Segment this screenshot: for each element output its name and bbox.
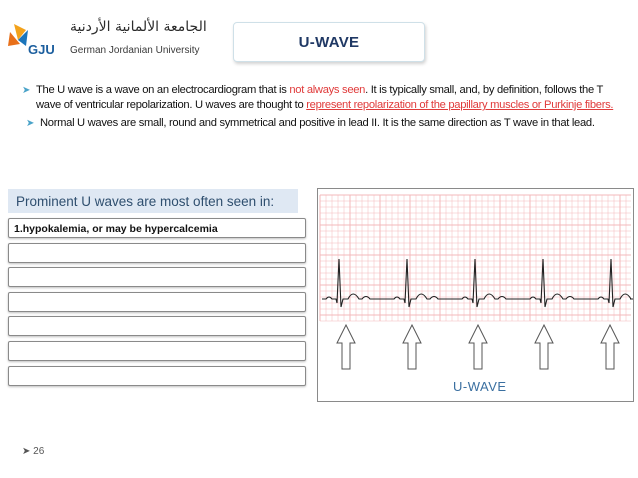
up-arrow-icon: [337, 325, 355, 369]
bullet-normal-u-waves: [26, 116, 622, 131]
up-arrow-icon: [403, 325, 421, 369]
table-row: [8, 316, 306, 336]
page-arrow-icon: ➤: [22, 446, 31, 457]
page-number-text: 26: [33, 446, 45, 457]
gju-logo-icon: [6, 16, 56, 60]
table-row: [8, 243, 306, 263]
bullet-definition: [22, 83, 622, 113]
slide-title: U-WAVE: [298, 33, 360, 51]
logo-abbr: GJU: [28, 42, 55, 57]
bullet-arrow-icon: ➤: [22, 85, 31, 96]
slide-title-box: [233, 22, 425, 62]
page-number: [22, 446, 44, 457]
bullet-text: . It is typically small, and, by definition, follows the T wave of ventricular repolarization. U waves are thought to: [36, 84, 603, 111]
up-arrow-icon: [601, 325, 619, 369]
up-arrow-icon: [535, 325, 553, 369]
bullet-arrow-icon: ➤: [26, 118, 35, 129]
table-row: [8, 292, 306, 312]
highlight-not-always-seen: not always seen: [289, 84, 366, 96]
table-row: [8, 366, 306, 386]
bullet-text: Normal U waves are small, round and symmetrical and positive in lead II. It is the same direction as T wave in that lead.: [40, 117, 595, 129]
ecg-figure: [317, 188, 634, 402]
table-row: [8, 267, 306, 287]
table-row: 1.hypokalemia, or may be hypercalcemia: [8, 218, 306, 238]
bullet-text: The U wave is a wave on an electrocardiogram that is: [36, 84, 290, 96]
table-row: [8, 341, 306, 361]
ecg-strip-image: [318, 189, 633, 401]
highlight-repolarization: represent repolarization of the papillary muscles or Purkinje fibers.: [306, 99, 614, 111]
gju-logo: [6, 16, 207, 60]
prominent-u-waves-heading: Prominent U waves are most often seen in:: [8, 189, 298, 213]
logo-english-name: German Jordanian University: [70, 45, 200, 56]
logo-arabic-name: الجامعة الألمانية الأردنية: [70, 19, 207, 35]
bullet-list: [22, 83, 622, 134]
figure-label: U-WAVE: [453, 379, 507, 394]
ecg-trace: [322, 259, 633, 307]
up-arrow-icon: [469, 325, 487, 369]
prominent-causes-table: [8, 218, 306, 390]
